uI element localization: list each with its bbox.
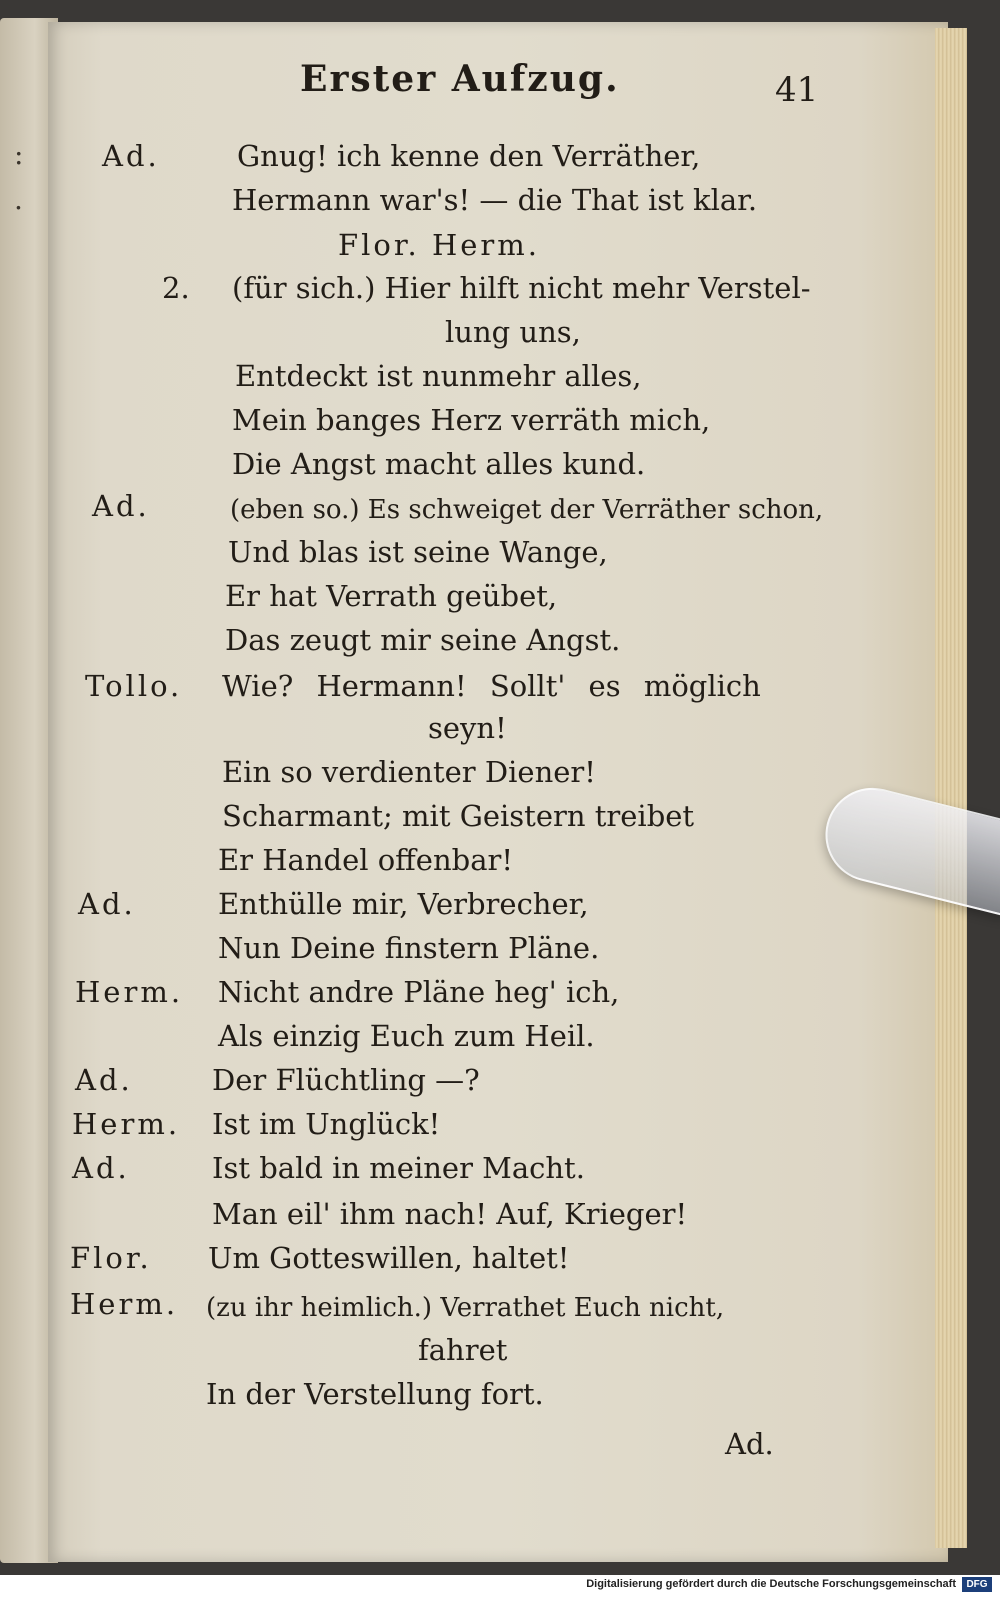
- speaker-label: Ad.: [102, 139, 160, 173]
- verse-line: Ist im Unglück!: [212, 1107, 441, 1141]
- verse-line: (für sich.) Hier hilft nicht mehr Verstel-: [232, 271, 811, 305]
- speaker-label: Ad.: [78, 887, 136, 921]
- speaker-label: Tollo.: [85, 669, 183, 703]
- page-header: Erster Aufzug.: [300, 58, 620, 100]
- verse-line: lung uns,: [445, 315, 581, 349]
- verse-line: Man eil' ihm nach! Auf, Krieger!: [212, 1197, 688, 1231]
- verse-line: (eben so.) Es schweiget der Verräther schon,: [230, 495, 824, 525]
- verse-line: Gnug! ich kenne den Verräther,: [237, 139, 701, 173]
- footer-credit: Digitalisierung gefördert durch die Deutsche Forschungsgemeinschaft: [586, 1578, 956, 1590]
- verse-line: Wie? Hermann! Sollt' es möglich: [222, 669, 761, 703]
- dfg-logo-icon: DFG: [962, 1577, 992, 1592]
- catchword: Ad.: [725, 1427, 774, 1461]
- verse-line: Ein so verdienter Diener!: [222, 755, 596, 789]
- verse-line: Mein banges Herz verräth mich,: [232, 403, 711, 437]
- verse-line: Enthülle mir, Verbrecher,: [218, 887, 589, 921]
- verse-line: fahret: [418, 1333, 508, 1367]
- verse-line: Entdeckt ist nunmehr alles,: [235, 359, 642, 393]
- speaker-label: Ad.: [75, 1063, 133, 1097]
- verse-line: Er hat Verrath geübet,: [225, 579, 558, 613]
- speaker-label: Flor.: [70, 1241, 152, 1275]
- left-page-mark: :: [14, 138, 24, 171]
- stage-speakers: Flor. Herm.: [338, 228, 541, 262]
- speaker-label: Herm.: [75, 975, 184, 1009]
- verse-line: (zu ihr heimlich.) Verrathet Euch nicht,: [206, 1293, 725, 1323]
- page-block-edge: [935, 28, 967, 1548]
- verse-line: Das zeugt mir seine Angst.: [225, 623, 621, 657]
- speaker-label: Ad.: [92, 489, 150, 523]
- verse-line: Um Gotteswillen, haltet!: [208, 1241, 570, 1275]
- verse-line: In der Verstellung fort.: [206, 1377, 544, 1411]
- verse-line: Nun Deine finstern Pläne.: [218, 931, 600, 965]
- page-number: 41: [775, 70, 819, 110]
- speaker-label: Herm.: [72, 1107, 181, 1141]
- speaker-label: Herm.: [70, 1287, 179, 1321]
- verse-line: Ist bald in meiner Macht.: [212, 1151, 585, 1185]
- speaker-label: Ad.: [72, 1151, 130, 1185]
- verse-line: Der Flüchtling —?: [212, 1063, 480, 1097]
- left-page-mark: .: [14, 183, 23, 216]
- verse-line: Als einzig Euch zum Heil.: [218, 1019, 595, 1053]
- verse-line: Scharmant; mit Geistern treibet: [222, 799, 695, 833]
- verse-line: Und blas ist seine Wange,: [228, 535, 608, 569]
- verse-line: Nicht andre Pläne heg' ich,: [218, 975, 620, 1009]
- speaker-label: 2.: [162, 271, 190, 305]
- verse-line: seyn!: [428, 711, 507, 745]
- verse-line: Er Handel offenbar!: [218, 843, 513, 877]
- verse-line: Die Angst macht alles kund.: [232, 447, 646, 481]
- verse-line: Hermann war's! — die That ist klar.: [232, 183, 758, 217]
